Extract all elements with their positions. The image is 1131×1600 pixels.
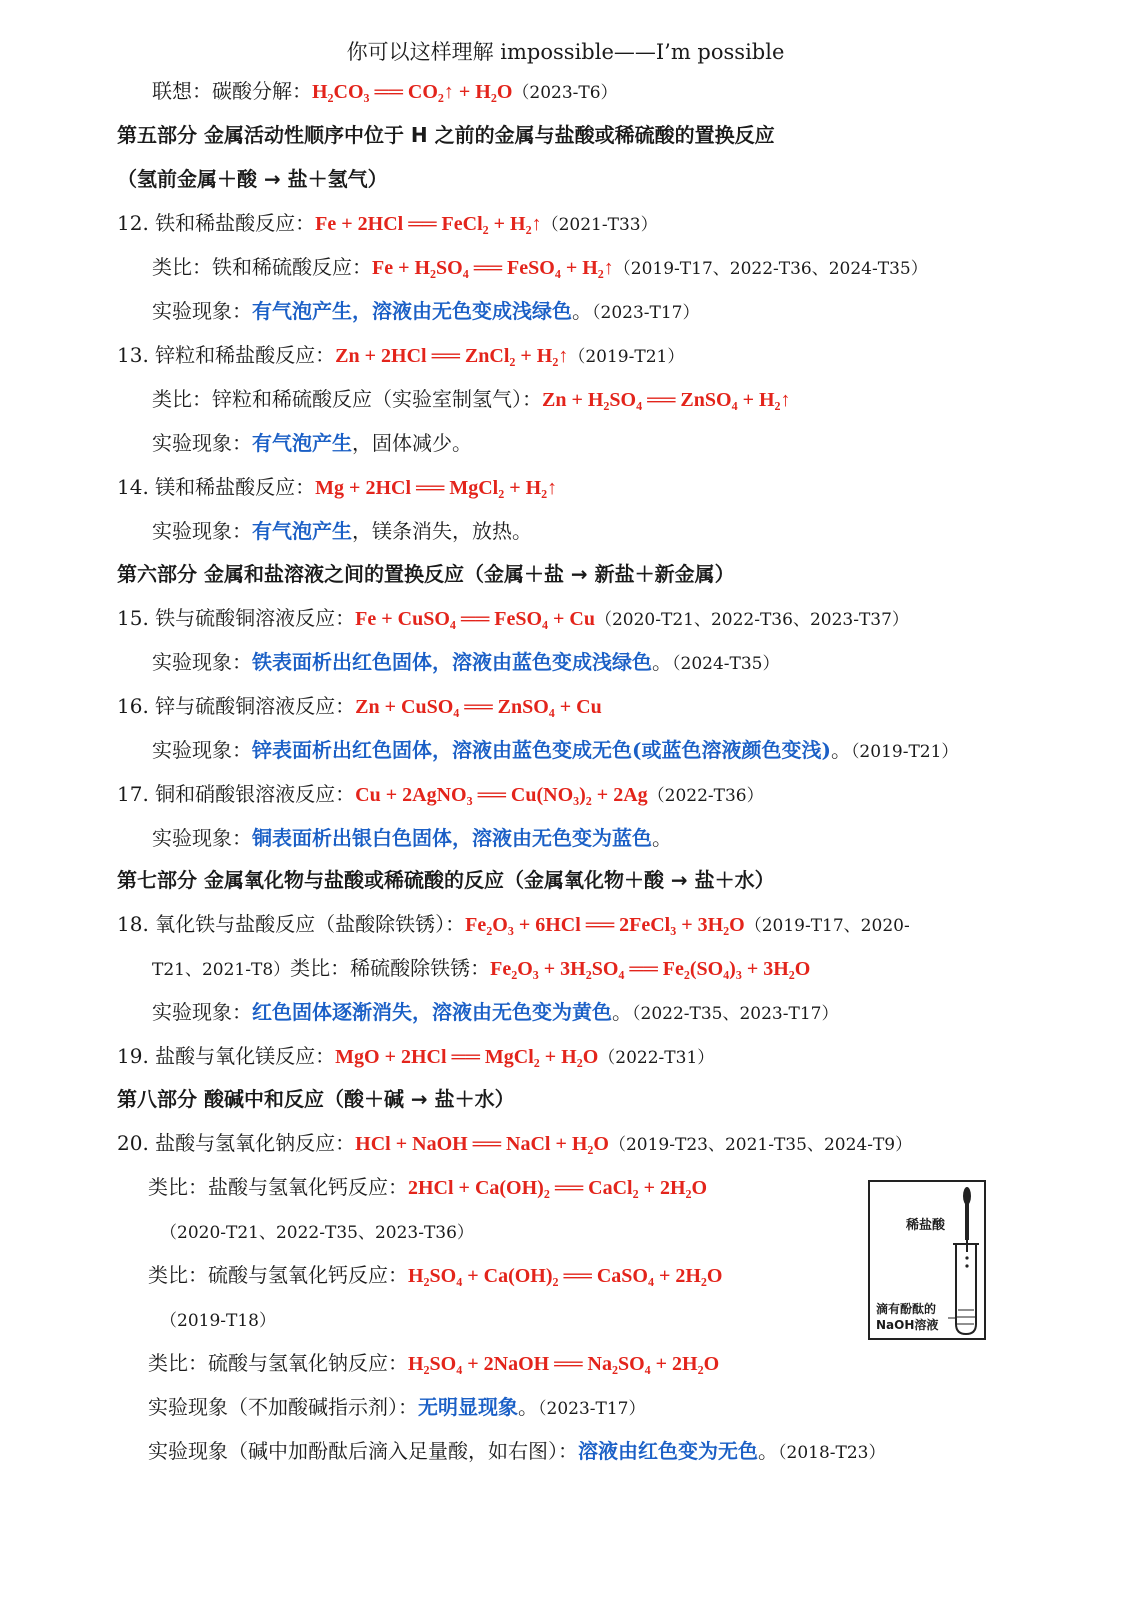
text-line	[117, 780, 764, 810]
text-segment: 联想：碳酸分解：	[152, 79, 312, 103]
exam-reference: （2019-T18）	[160, 1311, 276, 1331]
exam-reference: （2020-T21、2022-T35、2023-T36）	[160, 1223, 474, 1243]
phenomenon-text: 有气泡产生	[252, 519, 352, 543]
equation: Fe + CuSO₄ ══ FeSO₄ + Cu	[355, 608, 595, 630]
figure-label-base-2: NaOH溶液	[876, 1318, 939, 1332]
text-line	[117, 910, 910, 940]
equation: MgO + 2HCl ══ MgCl₂ + H₂O	[335, 1046, 599, 1068]
text-segment: 14. 镁和稀盐酸反应：	[117, 475, 316, 499]
text-line	[160, 1217, 474, 1247]
section-heading	[117, 121, 775, 149]
exam-reference: （2020-T21、2022-T36、2023-T37）	[594, 610, 909, 630]
text-segment: 实验现象（不加酸碱指示剂）：	[148, 1395, 418, 1419]
text-line	[148, 1393, 645, 1423]
phenomenon-text: 红色固体逐渐消失，溶液由无色变为黄色	[252, 1000, 612, 1024]
text-segment: 类比：锌粒和稀硫酸反应（实验室制氢气）：	[152, 387, 542, 411]
equation: H₂SO₄ + 2NaOH ══ Na₂SO₄ + 2H₂O	[408, 1353, 720, 1375]
text-line	[152, 253, 928, 283]
text-segment: 实验现象：	[152, 826, 252, 850]
equation: Fe₂O₃ + 3H₂SO₄ ══ Fe₂(SO₄)₃ + 3H₂O	[490, 958, 811, 980]
text-segment: 19. 盐酸与氧化镁反应：	[117, 1044, 336, 1068]
text-segment: 。	[758, 1439, 778, 1463]
text-segment: 类比：硫酸与氢氧化钠反应：	[148, 1351, 408, 1375]
text-line	[148, 1437, 885, 1467]
equation: Mg + 2HCl ══ MgCl₂ + H₂↑	[315, 477, 558, 499]
equation: Fe₂O₃ + 6HCl ══ 2FeCl₃ + 3H₂O	[465, 914, 745, 936]
text-line	[152, 998, 838, 1028]
text-segment: 实验现象：	[152, 299, 252, 323]
text-segment: ，固体减少。	[352, 431, 472, 455]
phenomenon-text: 铁表面析出红色固体，溶液由蓝色变成浅绿色	[252, 650, 652, 674]
exam-reference: （2022-T31）	[598, 1048, 715, 1068]
phenomenon-text: 锌表面析出红色固体，溶液由蓝色变成无色(或蓝色溶液颜色变浅)	[252, 738, 831, 762]
text-line	[152, 385, 791, 414]
text-segment: 第八部分 酸碱中和反应（酸＋碱 → 盐＋水）	[117, 1087, 515, 1111]
text-line	[148, 1349, 719, 1378]
exam-reference: （2019-T17、2020-	[744, 916, 910, 936]
exam-reference: （2023-T17）	[592, 303, 700, 323]
text-line	[117, 473, 557, 502]
equation: 2HCl + Ca(OH)₂ ══ CaCl₂ + 2H₂O	[408, 1177, 708, 1199]
exam-reference: （2019-T21）	[568, 347, 685, 367]
text-segment: 实验现象（碱中加酚酞后滴入足量酸，如右图）：	[148, 1439, 578, 1463]
text-segment: 实验现象：	[152, 650, 252, 674]
equation: H₂SO₄ + Ca(OH)₂ ══ CaSO₄ + 2H₂O	[408, 1265, 723, 1287]
text-line	[152, 824, 672, 852]
exam-reference: （2023-T6）	[512, 83, 618, 103]
text-segment: 类比：稀硫酸除铁锈：	[290, 956, 491, 980]
text-segment: 13. 锌粒和稀盐酸反应：	[117, 343, 336, 367]
text-segment: 。	[572, 299, 592, 323]
text-segment: 第六部分 金属和盐溶液之间的置换反应（金属＋盐 → 新盐＋新金属）	[117, 562, 735, 586]
phenomenon-text: 有气泡产生，溶液由无色变成浅绿色	[252, 299, 572, 323]
equation: Fe + 2HCl ══ FeCl₂ + H₂↑	[315, 213, 542, 235]
text-segment: 类比：盐酸与氢氧化钙反应：	[148, 1175, 408, 1199]
text-segment: 实验现象：	[152, 1000, 252, 1024]
text-segment: 17. 铜和硝酸银溶液反应：	[117, 782, 356, 806]
section-heading	[117, 1085, 515, 1113]
text-segment: 实验现象：	[152, 738, 252, 762]
equation: Cu + 2AgNO₃ ══ Cu(NO₃)₂ + 2Ag	[355, 784, 648, 806]
text-segment: 15. 铁与硫酸铜溶液反应：	[117, 606, 356, 630]
section-heading	[117, 560, 735, 588]
section-heading	[117, 866, 775, 894]
text-line	[117, 341, 684, 371]
text-segment: 16. 锌与硫酸铜溶液反应：	[117, 694, 356, 718]
text-segment: 。	[518, 1395, 538, 1419]
text-line	[152, 736, 958, 766]
equation: H₂CO₃ ══ CO₂↑ + H₂O	[312, 81, 513, 103]
figure-label-acid: 稀盐酸	[906, 1218, 946, 1233]
exam-reference: （2022-T35、2023-T17）	[632, 1004, 839, 1024]
text-line	[152, 297, 699, 327]
equation: Zn + H₂SO₄ ══ ZnSO₄ + H₂↑	[542, 389, 791, 411]
exam-reference: （2023-T17）	[538, 1399, 646, 1419]
text-line	[117, 604, 909, 634]
text-segment: 。	[652, 650, 672, 674]
text-segment: 实验现象：	[152, 431, 252, 455]
equation: HCl + NaOH ══ NaCl + H₂O	[355, 1133, 609, 1155]
text-segment: 第五部分 金属活动性顺序中位于 H 之前的金属与盐酸或稀硫酸的置换反应	[117, 123, 775, 147]
text-segment: 。	[612, 1000, 632, 1024]
exam-reference: （2019-T17、2022-T36、2024-T35）	[613, 259, 928, 279]
text-line	[117, 1129, 912, 1159]
text-line	[160, 1305, 276, 1335]
text-segment: 类比：硫酸与氢氧化钙反应：	[148, 1263, 408, 1287]
text-line	[117, 692, 602, 721]
text-line	[152, 429, 472, 457]
text-segment: 。	[652, 826, 672, 850]
equation: Zn + CuSO₄ ══ ZnSO₄ + Cu	[355, 696, 602, 718]
exam-reference: （2018-T23）	[778, 1443, 886, 1463]
text-segment: 18. 氧化铁与盐酸反应（盐酸除铁锈）：	[117, 912, 466, 936]
text-line	[117, 209, 658, 239]
text-line	[148, 1261, 722, 1290]
exam-reference: T21、2021-T8）	[152, 960, 291, 980]
experiment-figure	[868, 1180, 986, 1340]
exam-reference: （2024-T35）	[672, 654, 780, 674]
exam-reference: （2019-T23、2021-T35、2024-T9）	[608, 1135, 913, 1155]
phenomenon-text: 铜表面析出银白色固体，溶液由无色变为蓝色	[252, 826, 652, 850]
exam-reference: （2019-T21）	[850, 742, 959, 762]
exam-reference: （2022-T36）	[647, 786, 764, 806]
text-line	[152, 954, 810, 984]
text-line	[152, 648, 779, 678]
text-line	[117, 1042, 714, 1072]
text-segment: 类比：铁和稀硫酸反应：	[152, 255, 372, 279]
section-heading	[117, 165, 388, 193]
phenomenon-text: 无明显现象	[418, 1395, 518, 1419]
equation: Fe + H₂SO₄ ══ FeSO₄ + H₂↑	[372, 257, 614, 279]
page-header: 你可以这样理解 impossible——I’m possible	[346, 40, 785, 64]
figure-label-base-1: 滴有酚酞的	[876, 1302, 937, 1316]
text-line	[152, 77, 618, 107]
text-segment: 20. 盐酸与氢氧化钠反应：	[117, 1131, 356, 1155]
equation: Zn + 2HCl ══ ZnCl₂ + H₂↑	[335, 345, 569, 367]
text-segment: 实验现象：	[152, 519, 252, 543]
text-line	[148, 1173, 707, 1202]
text-segment: 12. 铁和稀盐酸反应：	[117, 211, 316, 235]
text-line	[152, 517, 532, 545]
phenomenon-text: 有气泡产生	[252, 431, 352, 455]
text-segment: 。	[830, 738, 851, 762]
text-segment: 第七部分 金属氧化物与盐酸或稀硫酸的反应（金属氧化物＋酸 → 盐＋水）	[117, 868, 775, 892]
text-segment: （氢前金属＋酸 → 盐＋氢气）	[117, 167, 388, 191]
phenomenon-text: 溶液由红色变为无色	[578, 1439, 758, 1463]
exam-reference: （2021-T33）	[541, 215, 658, 235]
text-segment: ，镁条消失，放热。	[352, 519, 532, 543]
